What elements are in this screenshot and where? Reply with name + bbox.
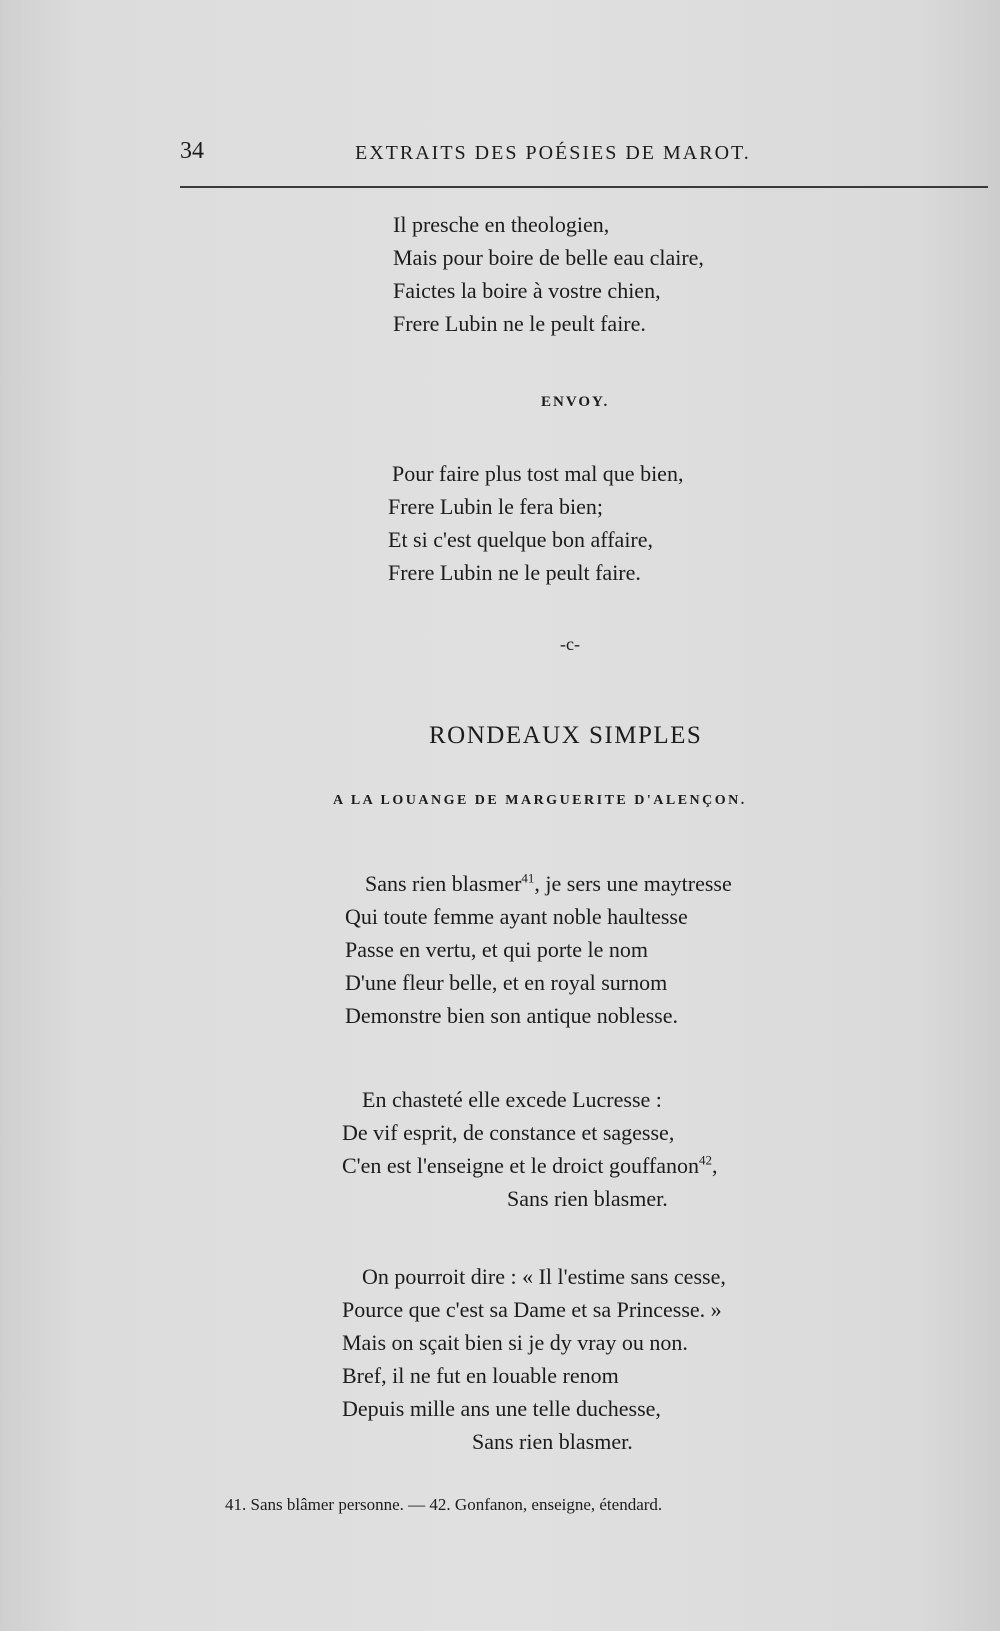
page-number: 34 — [180, 138, 204, 164]
verse-line: Passe en vertu, et qui porte le nom — [345, 937, 649, 962]
verse-line: Bref, il ne fut en louable renom — [342, 1363, 619, 1388]
verse-line: Faictes la boire à vostre chien, — [393, 278, 661, 303]
verse-line: De vif esprit, de constance et sagesse, — [342, 1120, 675, 1145]
verse-line: Il presche en theologien, — [393, 212, 610, 237]
verse-line: Pour faire plus tost mal que bien, — [392, 461, 684, 486]
verse-line: Frere Lubin ne le peult faire. — [393, 311, 646, 336]
footnote-marker: 41 — [521, 870, 535, 886]
header-rule — [180, 186, 988, 188]
running-title: EXTRAITS DES POÉSIES DE MAROT. — [355, 142, 751, 164]
verse-text: , — [711, 1153, 718, 1178]
verse-line: Depuis mille ans une telle duchesse, — [342, 1396, 661, 1421]
verse-line — [345, 867, 732, 900]
ballade-closing-stanza — [393, 208, 704, 340]
verse-line: Frere Lubin ne le peult faire. — [388, 560, 641, 585]
verse-line: D'une fleur belle, et en royal surnom — [345, 970, 668, 995]
verse-text: C'en est l'enseigne et le droict gouffanon — [342, 1153, 699, 1178]
refrain-line: Sans rien blasmer. — [472, 1429, 633, 1454]
verse-line: On pourroit dire : « Il l'estime sans cesse, — [362, 1264, 726, 1289]
verse-line: Et si c'est quelque bon affaire, — [388, 527, 654, 552]
verse-line: Pource que c'est sa Dame et sa Princesse. » — [342, 1297, 722, 1322]
envoy-stanza — [388, 457, 683, 589]
verse-line — [342, 1149, 717, 1182]
verse-line: Qui toute femme ayant noble haultesse — [345, 904, 688, 929]
rondeau-stanza-1 — [345, 867, 732, 1032]
verse-text: Sans rien blasmer — [365, 871, 522, 896]
footnotes: 41. Sans blâmer personne. — 42. Gonfanon, enseigne, étendard. — [225, 1495, 663, 1514]
section-title: RONDEAUX SIMPLES — [429, 722, 703, 749]
footnote-marker: 42 — [698, 1152, 712, 1168]
verse-line: Demonstre bien son antique noblesse. — [345, 1003, 678, 1028]
rondeau-stanza-3 — [342, 1260, 726, 1458]
verse-line: Mais pour boire de belle eau claire, — [393, 245, 704, 270]
verse-line: En chasteté elle excede Lucresse : — [362, 1087, 662, 1112]
envoy-heading: ENVOY. — [541, 394, 610, 410]
section-ornament: -c- — [560, 634, 580, 654]
rondeau-stanza-2 — [342, 1083, 717, 1215]
verse-line: Frere Lubin le fera bien; — [388, 494, 604, 519]
verse-line: Mais on sçait bien si je dy vray ou non. — [342, 1330, 688, 1355]
refrain-line: Sans rien blasmer. — [507, 1186, 668, 1211]
verse-text: , je sers une maytresse — [534, 871, 732, 896]
section-subtitle: A LA LOUANGE DE MARGUERITE D'ALENÇON. — [333, 793, 747, 808]
